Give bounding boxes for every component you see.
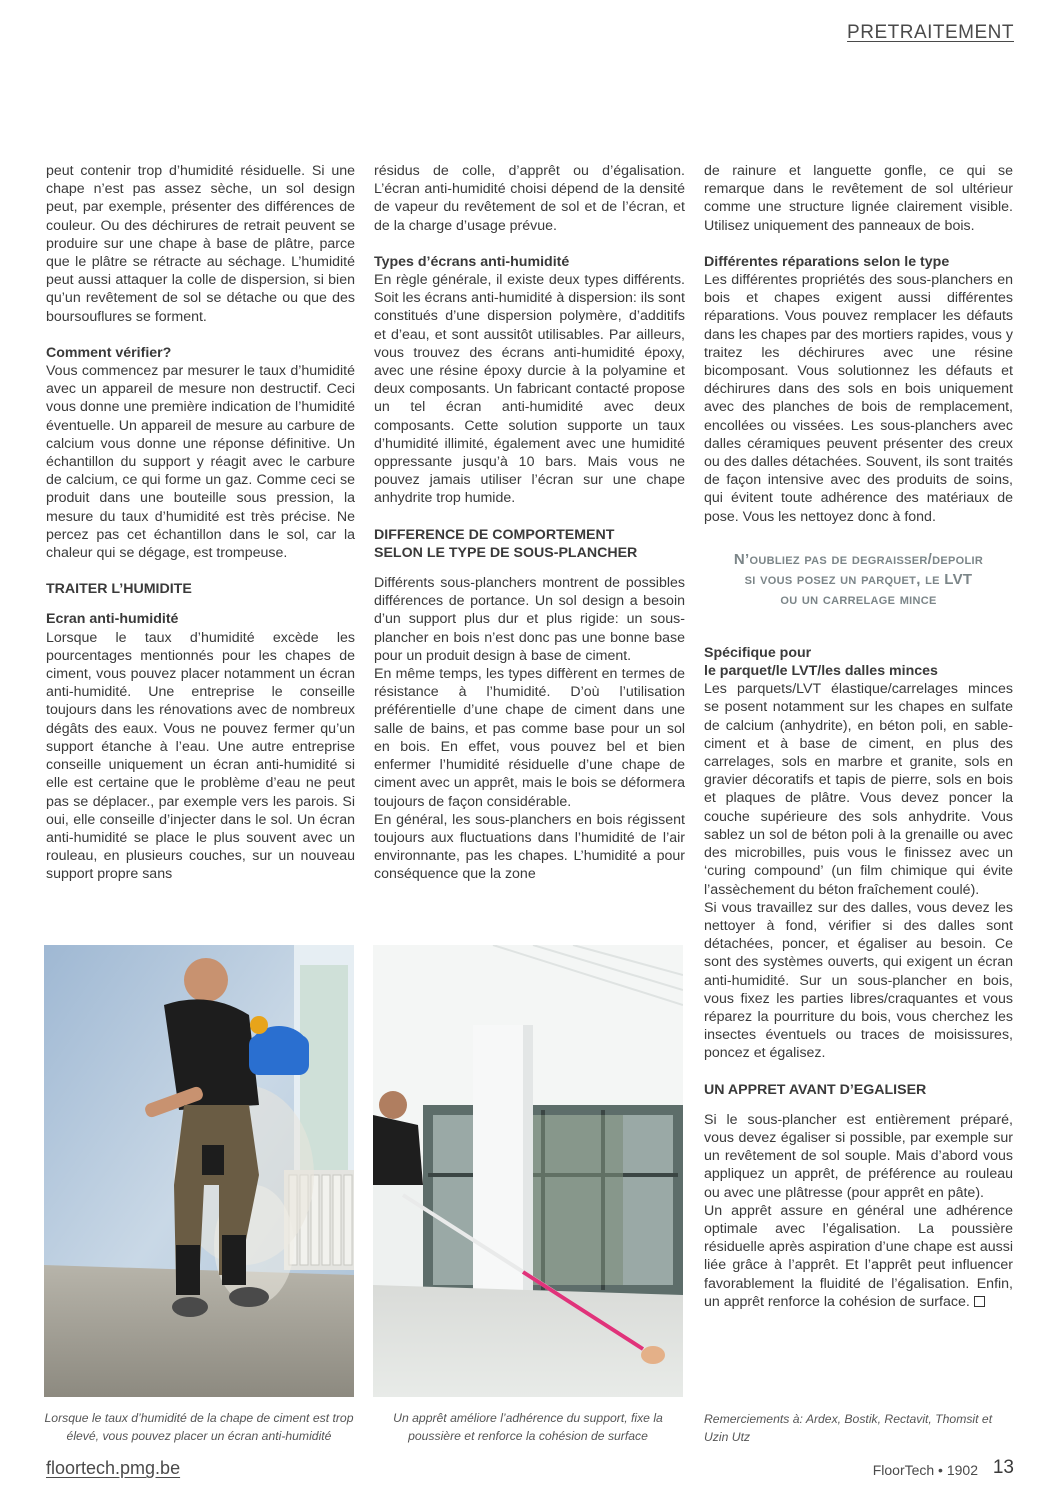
section-heading: UN APPRET AVANT D’EGALISER [704,1081,927,1098]
paragraph: En règle générale, il existe deux types différents. Soit les écrans anti-humidité à dispersion: ils sont constitués d’une dispersion polymère, d’additifs et d’eau, et sont aussitôt utilisables. Par ailleurs, vous trouvez des écrans anti-humidité époxy, avec une résine époxy durcie à la polyamine et deux composants. Un fabricant contacté propose un tel écran anti-humidité avec deux composants. Cette solution supporte un taux d’humidité illimité, également avec une humidité oppressante jusqu’à 10 bars. Mais vous ne pouvez jamais utiliser l’écran sur une chape anhydrite trop humide. [374,272,685,507]
section-heading: SELON LE TYPE DE SOUS-PLANCHER [374,544,638,561]
paragraph-text: Un apprêt assure en général une adhérence optimale avec l’égalisation. La poussière résiduelle après aspiration d’une chape est aussi liée grâce à l’apprêt. Et l’apprêt peut influencer favorablement la fluidité de l’égalisation. Enfin, un apprêt renforce la cohésion de surface. [704,1202,1013,1310]
paragraph: Les différentes propriétés des sous-planchers en bois et chapes exigent aussi différentes réparations. Vous pouvez remplacer les défauts dans les chapes par des mortiers rapides, vous y traitez les déchirures avec une résine bicomposant. Vous solutionnez les défauts et déchirures dans des sols en bois uniquement avec des planches de bois de remplacement, encollées ou vissées. Les sous-planchers avec dalles céramiques peuvent présenter des creux ou des dalles détachées. Souvent, ils sont traités de façon intensive avec des produits de soins, qui évitent toute adhérence des matériaux de pose. Vous les nettoyez donc à fond. [704,272,1013,525]
paragraph: Si vous travaillez sur des dalles, vous devez les nettoyer à fond, vérifier si des dalles sont détachées, poncer, et égaliser au besoin. Ce sont des systèmes ouverts, qui exigent un écran anti-humidité. Sur un sous-plancher en bois, vous fixez les parties libres/craquantes et vous réparez la pourriture du bois, vous cherchez les insectes éventuels ou traces de moisissures, poncez et égalisez. [704,899,1013,1062]
paragraph: Les parquets/LVT élastique/carrelages minces se posent notamment sur les chapes en sulfate de calcium (anhydrite), en béton poli, en sable-ciment et à base de ciment, en plus des carrelages, sols en marbre et granite, sols en gravier décoratifs et tapis de pierre, sols en bois et plaques de plâtre. Vous devez poncer la couche supérieure des sols anhydrite. Vous sablez un sol de béton poli à la grenaille ou avec des microbilles, puis vous le finissez avec un ‘curing compound’ (un film chimique qui évite l’assèchement du béton fraîchement coulé). [704,681,1013,898]
paragraph: En général, les sous-planchers en bois régissent toujours aux fluctuations dans l’humidité de l’air environnante, pas les chapes. L’humidité a pour conséquence que la zone [374,811,685,883]
photo-worker-applying-primer [373,945,683,1397]
photo-caption: Un apprêt améliore l’adhérence du support, fixe la poussière et renforce la cohésion de surface [393,1411,663,1443]
paragraph: peut contenir trop d’humidité résiduelle. Si une chape n’est pas assez sèche, un sol design peut, par exemple, présenter des différences de couleur. Ou des déchirures de retrait peuvent se produire sur une chape à base de plâtre, parce que le plâtre se rétracte au séchage. L’humidité peut aussi attaquer la colle de dispersion, si bien qu’un revêtement de sol se détache ou que des boursouflures se forment. [46,163,355,325]
photo-worker-spreading-powder [44,945,354,1397]
paragraph: de rainure et languette gonfle, ce qui se remarque dans le revêtement de sol ultérieur comme une structure lignée clairement visible. Utilisez uniquement des panneaux de bois. [704,163,1013,234]
end-mark-icon [974,1296,985,1307]
paragraph: En même temps, les types diffèrent en termes de résistance à l’humidité. D’où l’utilisation préférentielle d’une chape de ciment dans une salle de bains, et pas comme base pour un sol en bois. En effet, vous pouvez bel et bien enfermer l’humidité résiduelle d’une chape de ciment avec un apprêt, mais le bois se déformera toujours de façon considérable. [374,666,685,810]
section-tag: PRETRAITEMENT [847,22,1014,43]
paragraph: Vous commencez par mesurer le taux d’humidité avec un appareil de mesure non destructif. Ceci vous donne une première indication de l’humidité éventuelle. Un appareil de mesure au carbure de calcium vous donne une réponse définitive. Un échantillon du support y réagit avec le carbure de calcium, ce qui forme un gaz. Comme ceci se produit dans une bouteille sous pression, la mesure du taux d’humidité est très précise. Ne percez pas cet échantillon dans le sol, car la chaleur qui se dégage, est trompeuse. [46,363,355,562]
text-column-1 [46,162,355,884]
pull-quote-line: si vous posez un parquet, le LVT [744,570,973,588]
footer-magazine-issue: FloorTech • 1902 [872,1462,978,1478]
paragraph: Différents sous-planchers montrent de possibles différences de portance. Un sol design a besoin d’un support plus dur et plus rigide: un sous-plancher en bois n’est donc pas une bonne base pour un produit design à base de ciment. [374,575,685,664]
paragraph: résidus de colle, d’apprêt ou d’égalisation. L’écran anti-humidité choisi dépend de la densité de vapeur du revêtement de sol et de l’écran, et de la charge d’usage prévue. [374,163,685,234]
subheading: Ecran anti-humidité [46,611,179,628]
paragraph: Si le sous-plancher est entièrement préparé, vous devez égaliser si possible, par exemple sur un revêtement de sol souple. Mais d’abord vous appliquez un apprêt, de préférence au rouleau ou avec une plâtresse (pour apprêt en pâte). [704,1111,1013,1201]
acknowledgements: Remerciements à: Ardex, Bostik, Rectavit, Thomsit et Uzin Utz [704,1412,993,1444]
text-column-3 [704,162,1013,1311]
section-heading: TRAITER L’HUMIDITE [46,581,192,598]
paragraph [704,1202,1013,1311]
pull-quote-line: ou un carrelage mince [780,590,937,608]
pull-quote-line: N’oubliez pas de degraisser/depolir [733,550,984,568]
section-heading: DIFFERENCE DE COMPORTEMENT [374,526,615,543]
photo-caption: Lorsque le taux d’humidité de la chape de ciment est trop élevé, vous pouvez placer un écran anti-humidité [44,1411,354,1443]
footer-website-link[interactable]: floortech.pmg.be [46,1458,181,1478]
subheading: Comment vérifier? [46,344,172,361]
subheading: Types d’écrans anti-humidité [374,253,570,270]
pull-quote [704,550,1013,610]
text-column-2 [374,162,685,884]
subheading: Spécifique pour [704,644,812,661]
page-number: 13 [992,1457,1014,1478]
paragraph: Lorsque le taux d’humidité excède les pourcentages mentionnés pour les chapes de ciment, vous pouvez placer notamment un écran anti-humidité. Une entreprise le conseille toujours dans les rénovations avec de nombreux dégâts des eaux. Vous ne pouvez fermer qu’un support étanche à l’eau. Une autre entreprise conseille uniquement un écran anti-humidité si elle est certaine que le problème d’eau ne peut pas se déplacer., par exemple vers les parois. Si oui, elle conseille d’injecter dans le sol. Un écran anti-humidité se place le plus souvent avec un rouleau, en plusieurs couches, sur un nouveau support propre sans [46,629,355,883]
subheading: Différentes réparations selon le type [704,253,950,270]
subheading: le parquet/le LVT/les dalles minces [704,663,938,680]
